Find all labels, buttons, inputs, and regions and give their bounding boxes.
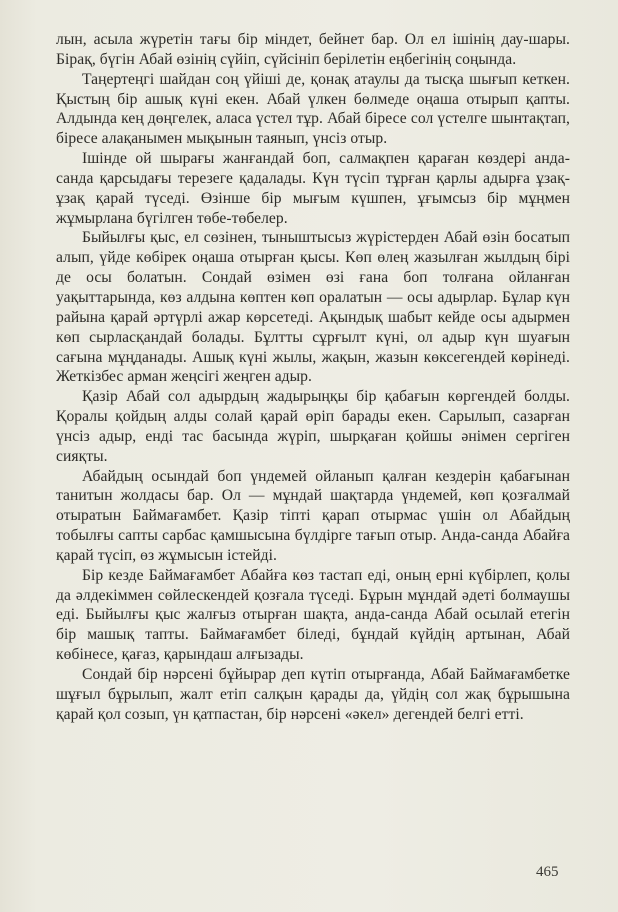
paragraph-5: Қазір Абай сол адырдың жадырыңқы бір қабағын көргендей болды. Қоралы қойдың алды солай қарай өріп барады екен. Сарылып, сазарған үнсіз адыр, енді тас басында жүріп, шырқаған қойшы әнімен сергіген сияқты.	[56, 388, 570, 465]
paragraph-7: Бір кезде Баймағамбет Абайға көз тастап еді, оның ерні күбірлеп, қолы да әлдекіммен сөйлескендей қозғала түседі. Бұрын мұндай әдеті болмаушы еді. Быйылғы қыс жалғыз отырған шақта, анда-санда Абай осылай етегін бір машық тапты. Баймағамбет біледі, бұндай күйдің артынан, Абай көбінесе, қағаз, қарындаш алғызады.	[56, 566, 570, 664]
paragraph-1: лын, асыла жүретін тағы бір міндет, бейнет бар. Ол ел ішінің дау-шары. Бірақ, бүгін Абай өзінің сүйіп, сүйсініп берілетін еңбегінің соңында.	[56, 31, 570, 68]
page-text	[56, 30, 570, 725]
paragraph-4: Быйылғы қыс, ел сөзінен, тыныштысыз жүрістерден Абай өзін босатып алып, үйде көбірек оңаша отырған қысы. Көп өлең жазылған жылдың бірі де осы болатын. Сондай өзімен өзі ғана боп толғана ойланған уақыттарында, көз алдына көптен көп оралатын — осы адырлар. Бұлар күн райына қарай әртүрлі ажар көрсетеді. Ақындық шабыт кейде осы адырмен көп сырласқандай болады. Бұлтты сұрғылт күні, ол адыр күн шуағын сағына мұңданады. Ашық күні жылы, жақын, жазын көксегендей көрінеді. Жеткізбес арман жеңсігі жеңген адыр.	[56, 229, 570, 386]
paragraph-2: Таңертеңгі шайдан соң үйіші де, қонақ атаулы да тысқа шығып кеткен. Қыстың бір ашық күні екен. Абай үлкен бөлмеде оңаша отырып қапты. Алдында кең дөңгелек, аласа үстел тұр. Абай біресе сол үстелге шынтақтап, біресе алақанымен мықынын таянып, үнсіз отыр.	[56, 70, 570, 148]
paragraph-3: Ішінде ой шырағы жанғандай боп, салмақпен қараған көздері анда-санда қарсыдағы терезеге қадалады. Күн түсіп тұрған қарлы адырға ұзақ-ұзақ қарай түседі. Өзінше бір мығым күшпен, ұғымсыз бір мұңмен жұмырлана бүгілген төбе-төбелер.	[56, 150, 570, 227]
paragraph-8: Сондай бір нәрсені бұйырар деп күтіп отырғанда, Абай Баймағамбетке шұғыл бұрылып, жалт етіп салқын қарады да, үйдің сол жақ бұрышына қарай қол созып, үн қатпастан, бір нәрсені «әкел» дегендей белгі етті.	[56, 666, 570, 723]
page-number: 465	[536, 864, 559, 880]
paragraph-6: Абайдың осындай боп үндемей ойланып қалған кездерін қабағынан танитын жолдасы бар. Ол — мұндай шақтарда үндемей, көп қозғалмай отыратын Баймағамбет. Қазір тіпті қарап отырмас үшін ол Абайдың тобылғы сапты сарбас қамшысына бүлдірге тағып отыр. Анда-санда Абайға қарай түсіп, өз жұмысын істейді.	[56, 467, 570, 564]
